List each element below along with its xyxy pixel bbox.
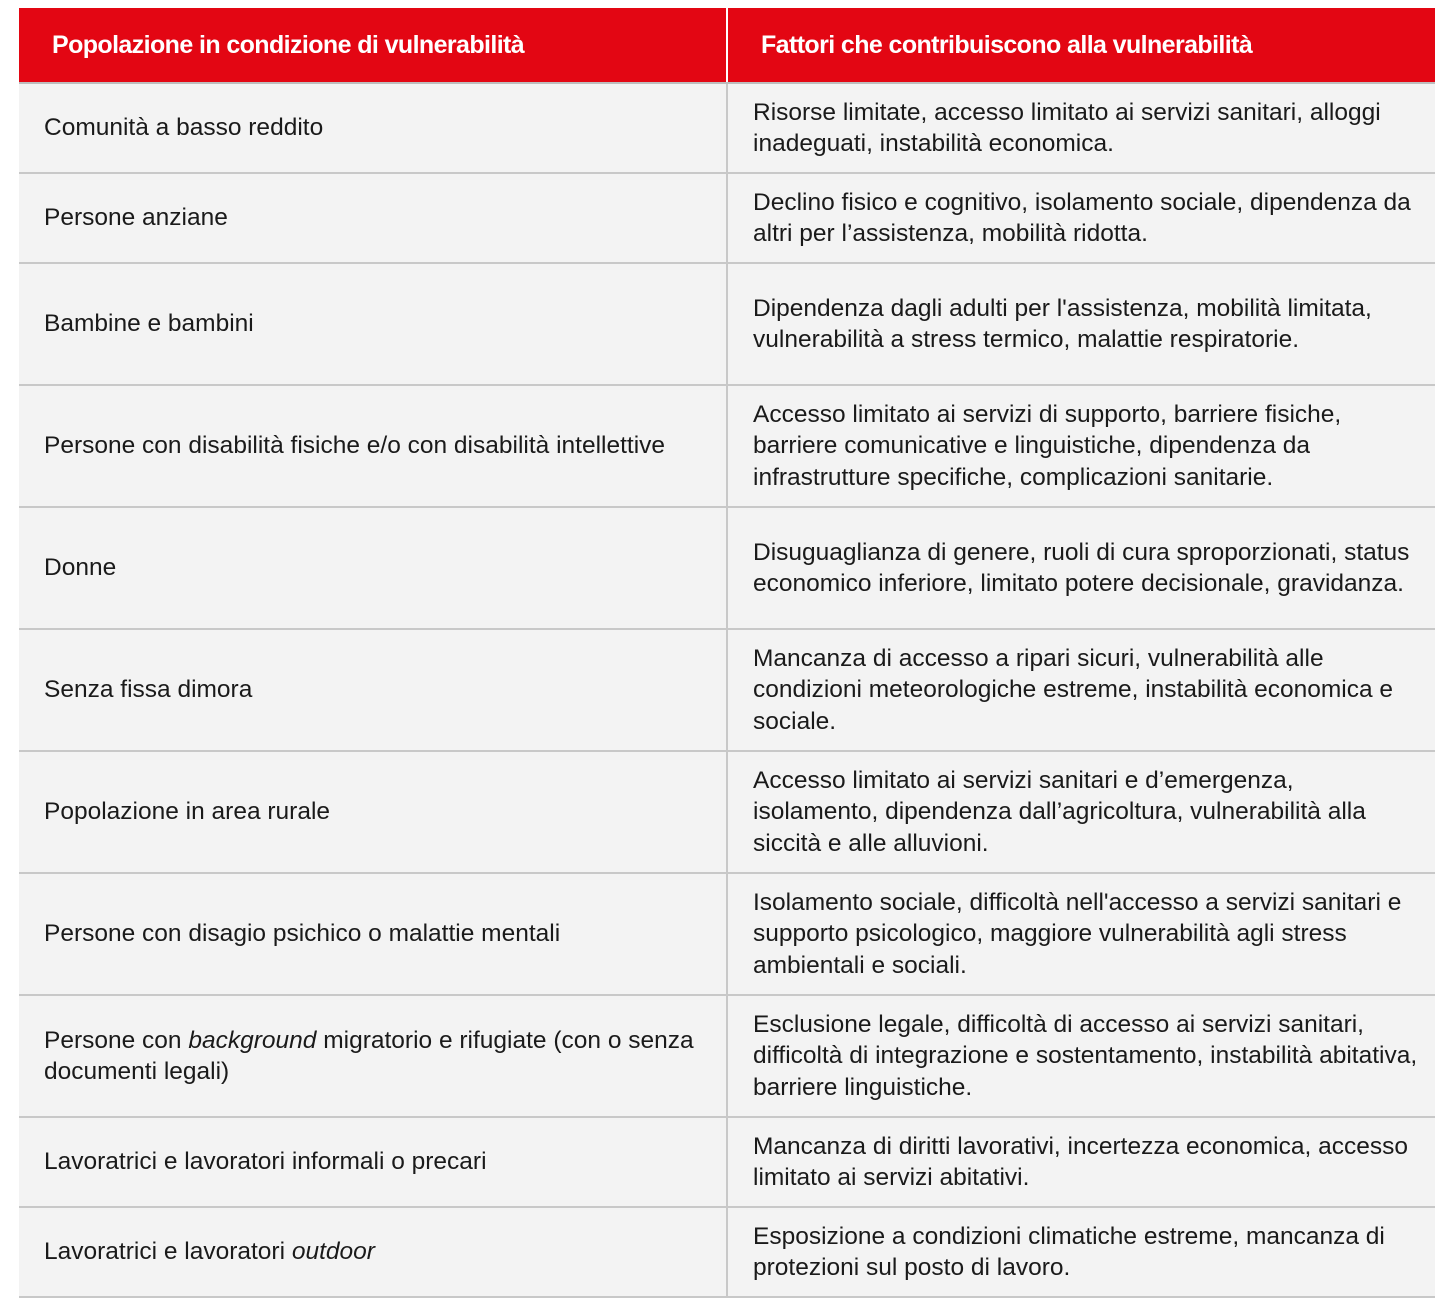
table-row (19, 995, 1435, 1117)
population-cell: Senza fissa dimora (19, 629, 727, 751)
vulnerability-table-container (19, 8, 1435, 1298)
table-row (19, 83, 1435, 173)
factors-cell: Accesso limitato ai servizi di supporto, barriere fisiche, barriere comunicative e linguistiche, dipendenza da infrastrutture specifiche, complicazioni sanitarie. (727, 385, 1435, 507)
header-factors: Fattori che contribuiscono alla vulnerabilità (727, 8, 1435, 83)
factors-cell: Isolamento sociale, difficoltà nell'accesso a servizi sanitari e supporto psicologico, maggiore vulnerabilità agli stress ambientali e sociali. (727, 873, 1435, 995)
table-row (19, 629, 1435, 751)
factors-cell: Mancanza di diritti lavorativi, incertezza economica, accesso limitato ai servizi abitativi. (727, 1117, 1435, 1207)
population-cell (19, 1207, 727, 1297)
factors-cell: Esclusione legale, difficoltà di accesso ai servizi sanitari, difficoltà di integrazione e sostentamento, instabilità abitativa, barriere linguistiche. (727, 995, 1435, 1117)
population-cell: Lavoratrici e lavoratori informali o precari (19, 1117, 727, 1207)
factors-cell: Mancanza di accesso a ripari sicuri, vulnerabilità alle condizioni meteorologiche estreme, instabilità economica e sociale. (727, 629, 1435, 751)
population-cell: Popolazione in area rurale (19, 751, 727, 873)
population-text-post: migratorio e rifugiate (con o senza documenti legali) (44, 1026, 694, 1085)
table-row (19, 263, 1435, 385)
population-cell: Persone con disagio psichico o malattie mentali (19, 873, 727, 995)
population-text-italic: outdoor (291, 1238, 375, 1266)
factors-cell: Accesso limitato ai servizi sanitari e d’emergenza, isolamento, dipendenza dall’agricoltura, vulnerabilità alla siccità e alle alluvioni. (727, 751, 1435, 873)
factors-cell: Dipendenza dagli adulti per l'assistenza, mobilità limitata, vulnerabilità a stress termico, malattie respiratorie. (727, 263, 1435, 385)
population-cell: Persone anziane (19, 173, 727, 263)
factors-cell: Disuguaglianza di genere, ruoli di cura sproporzionati, status economico inferiore, limitato potere decisionale, gravidanza. (727, 507, 1435, 629)
header-population: Popolazione in condizione di vulnerabilità (19, 8, 727, 83)
population-cell (19, 995, 727, 1117)
table-row (19, 507, 1435, 629)
factors-cell: Esposizione a condizioni climatiche estreme, mancanza di protezioni sul posto di lavoro. (727, 1207, 1435, 1297)
vulnerability-table (19, 8, 1435, 1298)
table-row (19, 873, 1435, 995)
population-cell: Persone con disabilità fisiche e/o con disabilità intellettive (19, 385, 727, 507)
table-row (19, 1117, 1435, 1207)
population-text-pre: Persone con (44, 1026, 189, 1054)
factors-cell: Risorse limitate, accesso limitato ai servizi sanitari, alloggi inadeguati, instabilità economica. (727, 83, 1435, 173)
table-row (19, 751, 1435, 873)
table-row (19, 173, 1435, 263)
population-cell: Donne (19, 507, 727, 629)
table-row (19, 1207, 1435, 1297)
population-text-pre: Lavoratrici e lavoratori (44, 1238, 292, 1266)
factors-cell: Declino fisico e cognitivo, isolamento sociale, dipendenza da altri per l’assistenza, mobilità ridotta. (727, 173, 1435, 263)
table-row (19, 385, 1435, 507)
population-cell: Bambine e bambini (19, 263, 727, 385)
table-header-row (19, 8, 1435, 83)
population-text-italic: background (188, 1026, 317, 1054)
population-cell: Comunità a basso reddito (19, 83, 727, 173)
